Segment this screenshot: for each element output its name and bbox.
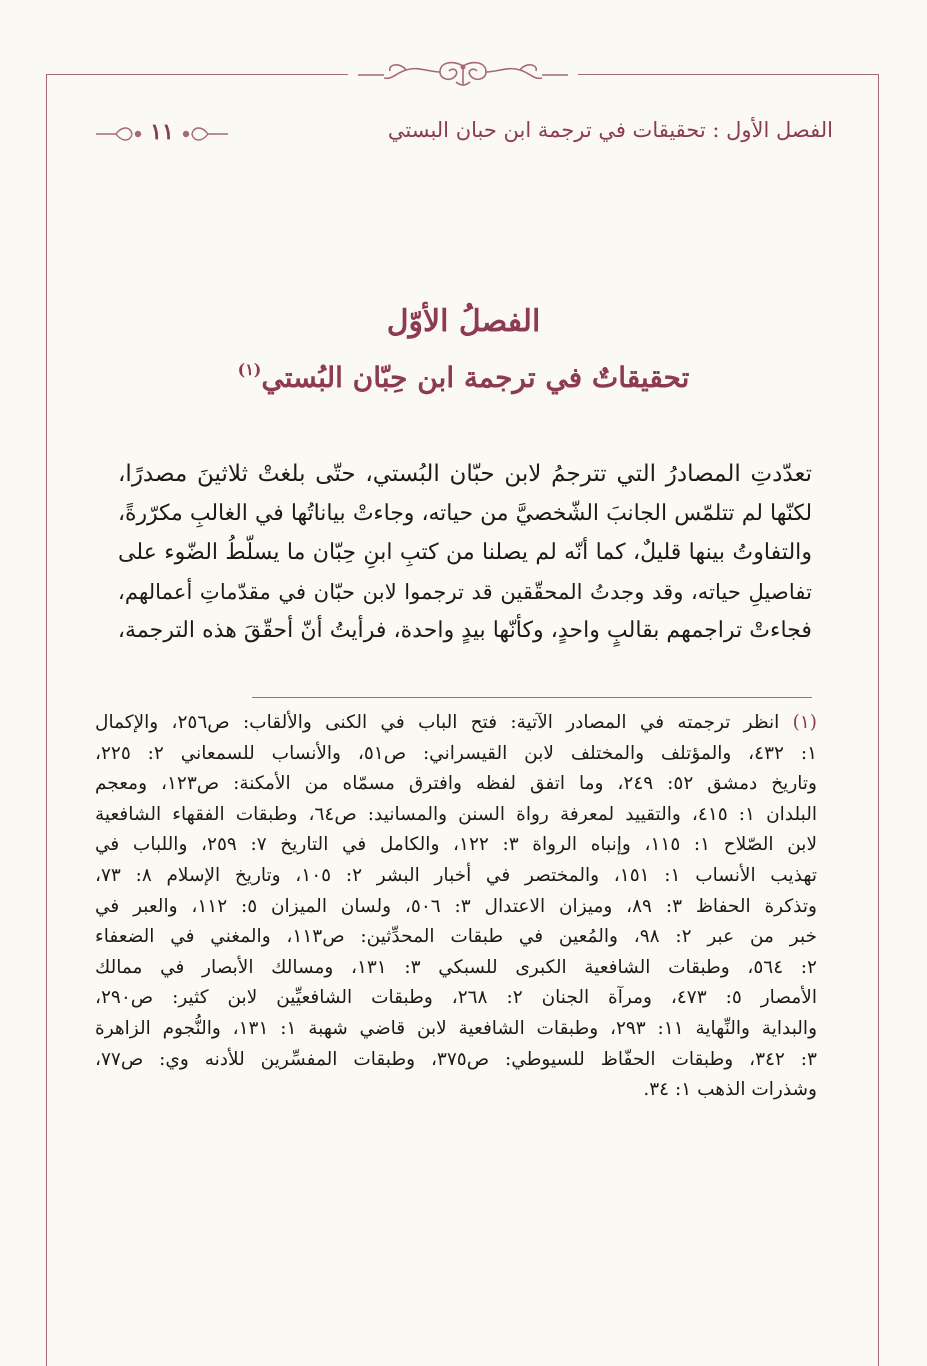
footnote-line: لابن الصّلاح ١: ١١٥، وإنباه الرواة ٣: ١٢٢، والكامل في التاريخ ٧: ٢٥٩، واللباب في xyxy=(95,834,817,856)
running-title: الفصل الأول : تحقيقات في ترجمة ابن حبان البستي xyxy=(387,118,833,142)
top-ornament-icon xyxy=(348,58,578,92)
footnote-line: ٢: ٥٦٤، وطبقات الشافعية الكبرى للسبكي ٣: ١٣١، ومسالك الأبصار في ممالك xyxy=(95,956,817,978)
footnote-line: والبداية والنِّهاية ١١: ٢٩٣، وطبقات الشافعية لابن قاضي شهبة ١: ١٣١، والنُّجوم الزاهرة xyxy=(95,1017,818,1039)
body-line: تفاصيلِ حياته، وقد وجدتُ المحقّقين قد ترجموا لابن حبّان في مقدّماتِ أعمالهم، xyxy=(118,579,812,604)
page-number: ١١ xyxy=(150,119,174,145)
footnote-line: وشذرات الذهب ١: ٣٤. xyxy=(643,1079,817,1101)
footnote-line xyxy=(95,708,817,739)
chapter-title: الفصلُ الأوّل xyxy=(386,304,541,339)
chapter-subtitle-text: تحقيقاتٌ في ترجمة ابن حِبّان البُستي xyxy=(261,361,690,394)
footnote-line: ٣: ٣٤٢، وطبقات الحفّاظ للسيوطي: ص٣٧٥، وطبقات المفسِّرين للأدنه وي: ص٧٧، xyxy=(95,1048,817,1070)
footnotes xyxy=(95,708,817,1106)
chapter-subtitle xyxy=(0,360,927,394)
footnote-line: تهذيب الأنساب ١: ١٥١، والمختصر في أخبار البشر ٢: ١٠٥، وتاريخ الإسلام ٨: ٧٣، xyxy=(95,864,818,886)
footnote-line: ١: ٤٣٢، والمؤتلف والمختلف لابن القيسراني: ص٥١، والأنساب للسمعاني ٢: ٢٢٥، xyxy=(95,742,817,764)
footnote-line: وتاريخ دمشق ٥٢: ٢٤٩، وما اتفق لفظه وافترق مسمّاه من الأمكنة: ص١٢٣، ومعجم xyxy=(95,773,817,795)
page-number-badge xyxy=(92,117,232,151)
footnote-line: البلدان ١: ٤١٥، والتقييد لمعرفة رواة السنن والمسانيد: ص٦٤، وطبقات الفقهاء الشافعية xyxy=(95,803,818,825)
body-paragraph xyxy=(118,455,812,650)
body-line: لكنّها لم تتلمّس الجانبَ الشّخصيَّ من حياته، وجاءتْ بياناتُها في الغالبِ مكرّرةً، xyxy=(118,501,812,526)
footnote-line: وتذكرة الحفاظ ٣: ٨٩، وميزان الاعتدال ٣: ٥٠٦، ولسان الميزان ٥: ١١٢، والعبر في xyxy=(95,895,817,917)
body-line: فجاءتْ تراجمهم بقالبٍ واحدٍ، وكأنّها بيدٍ واحدة، فرأيتُ أنّ أحقّقَ هذه الترجمة، xyxy=(117,617,812,643)
footnote-text: انظر ترجمته في المصادر الآتية: فتح الباب في الكنى والألقاب: ص٢٥٦، والإكمال xyxy=(95,712,780,733)
footnote-divider xyxy=(252,697,812,698)
footnote-reference[interactable]: (١) xyxy=(237,360,262,379)
footnote-line: الأمصار ٥: ٤٧٣، ومرآة الجنان ٢: ٢٦٨، وطبقات الشافعيِّين لابن كثير: ص٢٩٠، xyxy=(95,987,817,1009)
footnote-marker: (١) xyxy=(792,712,817,733)
footnote-line: خبر من عبر ٢: ٩٨، والمُعين في طبقات المحدِّثين: ص١١٣، والمغني في الضعفاء xyxy=(95,926,817,948)
body-line: والتفاوتُ بينها قليلٌ، كما أنّه لم يصلنا من كتبِ ابنِ حِبّان ما يسلّطُ الضّوء على xyxy=(118,539,812,565)
body-line: تعدّدتِ المصادرُ التي تترجمُ لابن حبّان البُستي، حتّى بلغتْ ثلاثينَ مصدرًا، xyxy=(118,461,812,487)
